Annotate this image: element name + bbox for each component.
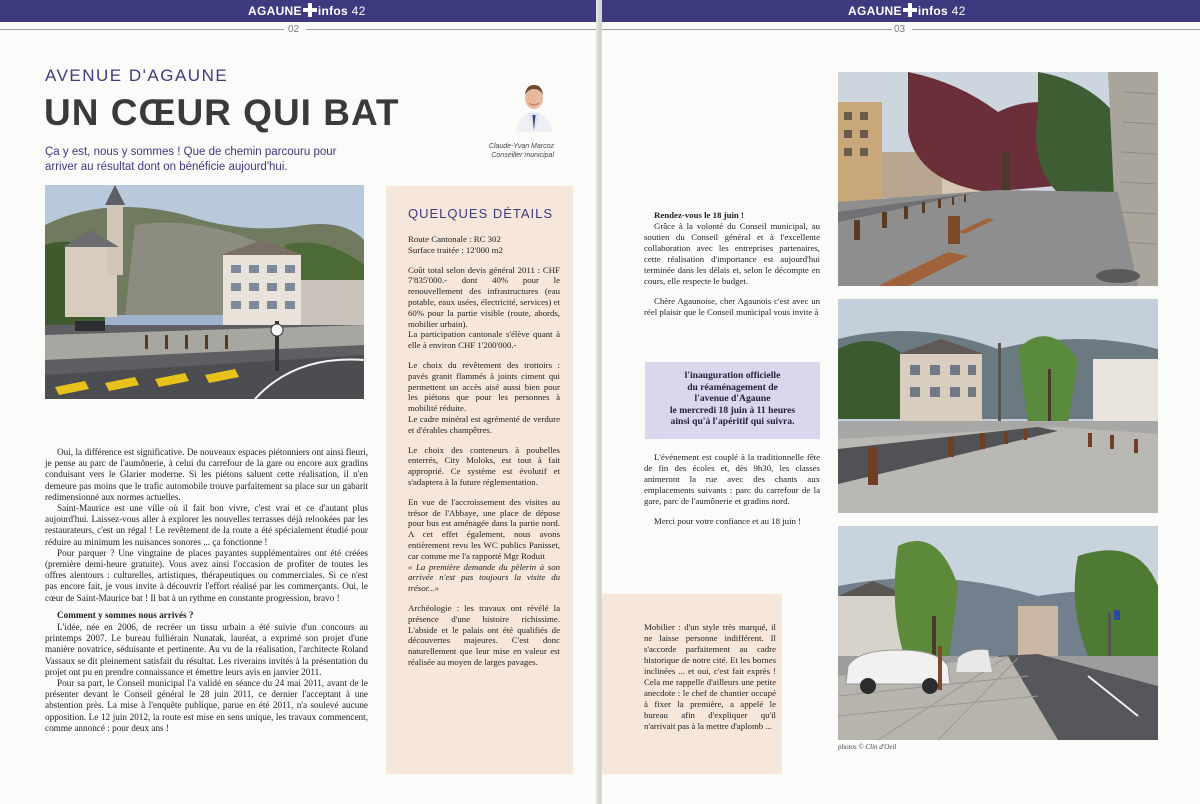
mobilier-box [602,594,782,774]
photo-plaza-building [838,299,1158,513]
cross-icon [903,3,917,17]
page-number-right: 03 [894,24,906,35]
brand-logo-left: AGAUNE infos 42 [248,4,366,18]
divider [912,29,1200,30]
brand-logo-right: AGAUNE infos 42 [848,4,966,18]
article-lead: Ça y est, nous y sommes ! Que de chemin parcouru pour arriver au résultat dont on bénéficie aujourd'hui. [45,146,337,173]
header-band-right [602,0,1200,22]
page-number-left: 02 [288,24,300,35]
author-caption: Claude-Yvan Marcoz Conseiller municipal [488,143,554,159]
header-band-left [0,0,598,22]
article-body: Oui, la différence est significative. De nouveaux espaces piétonniers ont ainsi fleuri, je pense au parc de l'aumônerie, à celui du carrefour de la gare ou encore aux gradins conduisant vers le Glarier moderne. Si les piétons saluent cette réalisation, il n'en demeure pas moins que le trafic automobile trouve parfaitement sa place sur un gabarit redimensionné aux normes actuelles. Saint-Maurice est une ville où il fait bon vivre, c'est vrai et ce d'autant plus aujourd'hui. Laissez-vous aller à explorer les nouvelles terrasses déjà relookées par les restaurateurs, c'est un régal ! Le revêtement de la route a été spécialement étudié pour réduire au minimum les nuisances sonores ... ça fonctionne ! Pour parquer ? Une vingtaine de places payantes supplémentaires ont été créées (première demi-heure gratuite). Vous avez ainsi l'occasion de profiter de toutes les offres alentours : culturelles, artistiques, thérapeutiques ou commerciales. Si ce n'est pas encore fait, je vous invite à découvrir l'effort réalisé par les commerçants. Oui, le cœur de Saint-Maurice bat ! Il bat à un rythme en constante progression, bravo ! Comment y sommes nous arrivés ? L'idée, née en 2006, de recréer un tissu urbain a été suivie d'un concours au printemps 2007. Le bureau fulliérain Nunatak, lauréat, a exprimé son projet d'une manière novatrice, séduisante et pertinente. Au vu de la réalisation, l'architecte Roland Vassaux se dit pleinement satisfait du résultat. Les riverains invités à la présentation du projet ont pu en prendre connaissance et émettre leurs avis en janvier 2011. Pour sa part, le Conseil municipal l'a validé en séance du 24 mai 2011, avant de le présenter devant le Conseil général le 28 juin 2011, ce dernier l'acceptant à une abstention près. La mise à l'enquête publique, parue en été 2011, n'a soulevé aucune opposition. Le 12 juin 2012, la route est mise en sens unique, les travaux commencent, comme annoncé : pour deux ans ! [45,447,368,733]
article-kicker: AVENUE D'AGAUNE [45,66,229,85]
article-subheading: Comment y sommes nous arrivés ? [57,609,194,620]
mobilier-text: Mobilier : d'un style très marqué, il ne laisse personne indifférent. Il s'accorde parfaitement au cadre historique de notre cité. Et les bornes inclinées ... et oui, c'est fait exprès ! Cela me rappelle d'ailleurs une petite anecdote : le chef de chantier occupé à fixer la première, a appelé le bureau afin d'expliquer qu'il n'arrivait pas à la mettre d'aplomb ... [644,622,776,731]
event-section: L'événement est couplé à la traditionnelle fête de fin des écoles et, dès 9h30, les classes animeront la rue avec des chants aux emplacements suivants : parc du carrefour de la gare, parc de l'aumônerie et gradins nord. Merci pour votre confiance et au 18 juin ! [644,452,820,526]
divider [602,29,892,30]
details-title: QUELQUES DÉTAILS [408,206,554,221]
cross-icon [303,3,317,17]
photo-benches-wall [838,72,1158,286]
article-headline: UN CŒUR QUI BAT [44,92,400,133]
details-box [386,186,573,774]
invitation-box: l'inauguration officielle du réaménagement de l'avenue d'Agaune le mercredi 18 juin à 11 heures ainsi qu'à l'apéritif qui suivra. [645,362,820,439]
photo-credit: photos © Clin d'Oeil [838,743,897,751]
details-text: Route Cantonale : RC 302 Surface traitée : 12'000 m2 Coût total selon devis général 2011 : CHF 7'835'000.- dont 40% pour le renouvellement des infrastructures (eau potable, eaux usées, électricité, services) et 60% pour la partie visible (route, abords, mobilier urbain). La participation cantonale s'élève quant à elle à environ CHF 1'200'000.- Le choix du revêtement des trottoirs : pavés granit flammés à joints ciment qui permettent un accès aisé aussi bien pour les piétons que pour les personnes à mobilité réduite. Le cadre minéral est agrémenté de verdure et d'érables champêtres. Le choix des conteneurs à poubelles enterrés, City Moloks, est tout à fait approprié. Ce système est évolutif et s'adaptera à la future réglementation. En vue de l'accroissement des visites au trésor de l'Abbaye, une place de dépose pour bus est aménagée dans la partie nord. A cet effet également, nous avons entièrement revu les WC publics Panisset, car comme me l'a rapporté Mgr Roduit « La première demande du pèlerin à son arrivée n'est pas toujours la visite du trésor...» Archéologie : les travaux ont révélé la présence d'une histoire richissime. L'abside et le palais ont été qualifiés de découvertes majeures. C'est donc naturellement que leur mise en valeur est réalisée au moyen de larges pavages. [408,234,560,667]
author-portrait [514,72,554,132]
page-left [0,0,598,804]
photo-street-parking [838,526,1158,740]
rendezvous-heading: Rendez-vous le 18 juin ! [654,210,744,220]
divider [0,29,284,30]
divider [306,29,598,30]
rendezvous-section: Rendez-vous le 18 juin ! Grâce à la volonté du Conseil municipal, au soutien du Conseil général et à l'excellente collaboration avec les entreprises partenaires, cette réalisation d'importance est aujourd'hui terminée dans les délais et, selon le décompte en cours, elle respecte le budget. Chère Agaunoise, cher Agaunois c'est avec un réel plaisir que le Conseil municipal vous invite à [644,210,820,317]
photo-church-square [45,185,364,399]
